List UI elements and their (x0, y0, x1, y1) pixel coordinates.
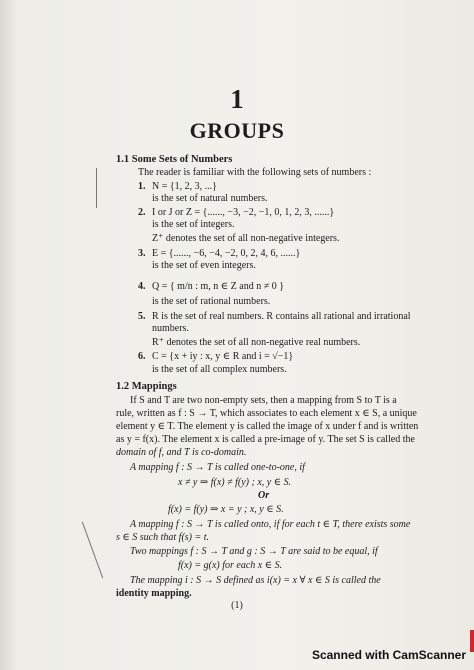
definition-equal: Two mappings f : S → T and g : S → T are said to be equal, if (130, 546, 378, 557)
item-number: 1. (138, 181, 146, 192)
section-intro: The reader is familiar with the following sets of numbers : (138, 167, 372, 178)
item-line: is the set of natural numbers. (152, 193, 268, 204)
equation: x ≠ y ⇒ f(x) ≠ f(y) ; x, y ∈ S. (178, 477, 292, 488)
definition-one-one: A mapping f : S → T is called one-to-one, if (130, 462, 305, 473)
or-separator: Or (258, 490, 270, 501)
item-number: 6. (138, 351, 146, 362)
scan-mark (96, 168, 97, 208)
item-line: E = {......, −6, −4, −2, 0, 2, 4, 6, ......} (152, 248, 301, 259)
item-line: I or J or Z = {......, −3, −2, −1, 0, 1, 2, 3, ......} (152, 207, 335, 218)
item-line: is the set of integers. (152, 219, 235, 230)
item-line: C = {x + iy : x, y ∈ R and i = √−1} (152, 351, 294, 362)
paragraph-line: as y = f(x). The element x is called a pre-image of y. The set S is called the (116, 434, 415, 445)
page-number: (1) (231, 600, 243, 611)
item-line: N = {1, 2, 3, ...} (152, 181, 217, 192)
equation: f(x) = g(x) for each x ∈ S. (178, 560, 283, 571)
camscanner-watermark: Scanned with CamScanner (311, 648, 466, 662)
section-heading-1-1: 1.1 Some Sets of Numbers (116, 154, 233, 165)
item-line: R is the set of real numbers. R contains all rational and irrational (152, 311, 411, 322)
scan-edge-bar (470, 630, 474, 652)
section-heading-1-2: 1.2 Mappings (116, 381, 177, 392)
item-line: Z⁺ denotes the set of all non-negative integers. (152, 233, 340, 244)
equation: f(x) = f(y) ⇒ x = y ; x, y ∈ S. (168, 504, 284, 515)
paragraph-line: element y ∈ T. The element y is called the image of x under f and is written (116, 421, 419, 432)
chapter-title: GROUPS (189, 118, 285, 143)
item-number: 5. (138, 311, 146, 322)
item-line: numbers. (152, 323, 189, 334)
definition-onto: A mapping f : S → T is called onto, if for each t ∈ T, there exists some (130, 519, 411, 530)
paragraph-line: domain of f, and T is co-domain. (116, 447, 247, 458)
item-line: R⁺ denotes the set of all non-negative real numbers. (152, 337, 361, 348)
item-number: 2. (138, 207, 146, 218)
item-line: Q = { m/n : m, n ∈ Z and n ≠ 0 } (152, 281, 285, 292)
scan-mark (82, 522, 103, 579)
item-line: is the set of even integers. (152, 260, 256, 271)
item-number: 4. (138, 281, 146, 292)
paragraph-line: rule, written as f : S → T, which associates to each element x ∈ S, a unique (116, 408, 417, 419)
item-number: 3. (138, 248, 146, 259)
definition-identity: identity mapping. (116, 588, 192, 599)
definition-onto: s ∈ S such that f(s) = t. (116, 532, 210, 543)
item-line: is the set of rational numbers. (152, 296, 271, 307)
paragraph-line: If S and T are two non-empty sets, then a mapping from S to T is a (130, 395, 397, 406)
definition-identity: The mapping i : S → S defined as i(x) = x ∀ x ∈ S is called the (130, 575, 381, 586)
item-line: is the set of all complex numbers. (152, 364, 287, 375)
chapter-number: 1 (230, 84, 244, 114)
